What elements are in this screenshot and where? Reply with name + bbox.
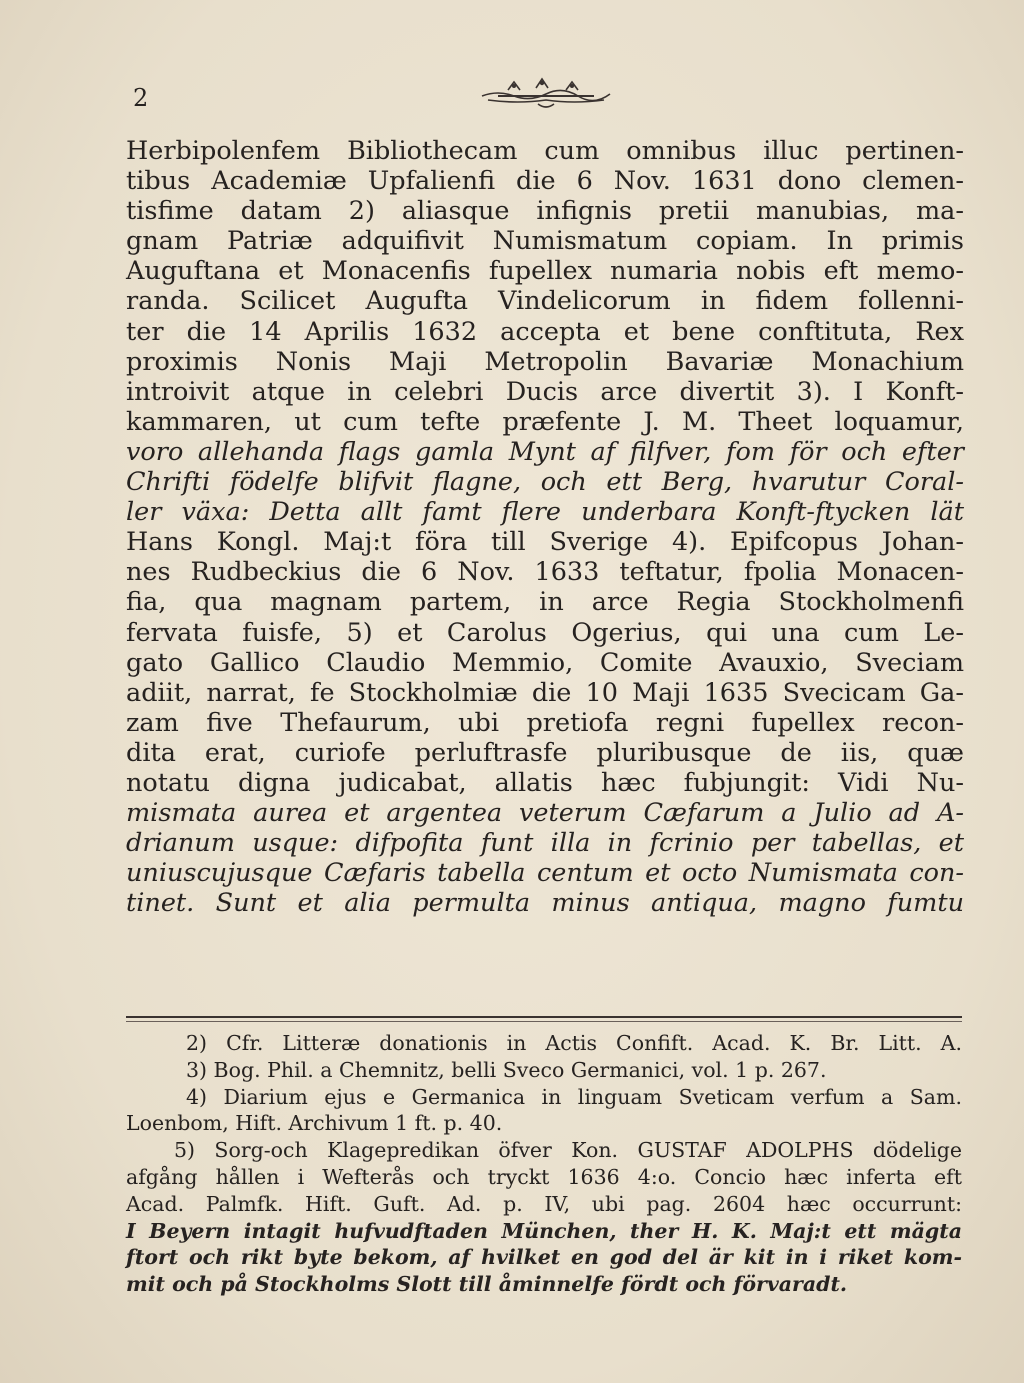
- footnote-line: 2) Cfr. Litteræ donationis in Actis Confift. Acad. K. Br. Litt. A.: [186, 1031, 962, 1055]
- text-line: randa. Scilicet Augufta Vindelicorum in fidem follenni-: [126, 286, 964, 317]
- text-line: fia, qua magnam partem, in arce Regia Stockholmenfi: [126, 587, 964, 618]
- footnote-line: 5) Sorg-och Klagepredikan öfver Kon. GUSTAF ADOLPHS dödelige: [174, 1138, 962, 1163]
- footnote-line: I Beyern intagit hufvudftaden München, ther H. K. Maj:t ett mägta: [126, 1218, 962, 1243]
- footnote-line: afgång hållen i Wefterås och tryckt 1636 4:o. Concio hæc inferta eft: [126, 1164, 962, 1189]
- text-line: Chrifti födelfe blifvit flagne, och ett Berg, hvarutur Coral-: [126, 467, 964, 498]
- text-line: mismata aurea et argentea veterum Cæfarum a Julio ad A-: [126, 798, 964, 829]
- text-line: gnam Patriæ adquifivit Numismatum copiam. In primis: [126, 226, 964, 257]
- footnotes: [126, 1030, 962, 1298]
- text-line: fervata fuisfe, 5) et Carolus Ogerius, qui una cum Le-: [126, 617, 964, 648]
- text-line: drianum usque: difpofita funt illa in fcrinio per tabellas, et: [126, 828, 964, 859]
- text-line: proximis Nonis Maji Metropolin Bavariæ Monachium: [126, 346, 964, 377]
- text-line: Auguftana et Monacenfis fupellex numaria nobis eft memo-: [126, 256, 964, 287]
- footnote-divider: [126, 1016, 962, 1018]
- footnote-line: Loenbom, Hift. Archivum 1 ft. p. 40.: [126, 1111, 503, 1136]
- text-line: tinet. Sunt et alia permulta minus antiqua, magno fumtu: [126, 888, 964, 919]
- footnote-line: 3) Bog. Phil. a Chemnitz, belli Sveco Germanici, vol. 1 p. 267.: [186, 1057, 827, 1082]
- page-number: 2: [133, 84, 149, 112]
- text-line: tisfime datam 2) aliasque infignis pretii manubias, ma-: [126, 196, 964, 227]
- text-line: Hans Kongl. Maj:t föra till Sverige 4). Epifcopus Johan-: [126, 527, 964, 558]
- footnote-divider-thin: [126, 1021, 962, 1022]
- text-line: kammaren, ut cum tefte præfente J. M. Theet loquamur,: [126, 406, 964, 437]
- text-line: zam five Thefaurum, ubi pretiofa regni fupellex recon-: [126, 707, 964, 738]
- footnote-line: Acad. Palmfk. Hift. Guft. Ad. p. IV, ubi pag. 2604 hæc occurrunt:: [126, 1191, 962, 1216]
- headpiece-ornament-icon: [478, 76, 614, 110]
- text-line: introivit atque in celebri Ducis arce divertit 3). I Konft-: [126, 376, 964, 407]
- main-text: [126, 136, 964, 918]
- text-line: ter die 14 Aprilis 1632 accepta et bene conftituta, Rex: [126, 316, 964, 347]
- text-line: nes Rudbeckius die 6 Nov. 1633 teftatur, fpolia Monacen-: [126, 557, 964, 588]
- text-line: voro allehanda flags gamla Mynt af filfver, fom för och efter: [126, 436, 964, 467]
- text-line: gato Gallico Claudio Memmio, Comite Avauxio, Sveciam: [126, 647, 964, 678]
- footnote-line: mit och på Stockholms Slott till åminnelfe fördt och förvaradt.: [126, 1272, 848, 1297]
- text-line: adiit, narrat, fe Stockholmiæ die 10 Maji 1635 Svecicam Ga-: [126, 677, 964, 708]
- text-line: ler växa: Detta allt famt flere underbara Konft-ftycken lät: [126, 497, 964, 528]
- text-line: tibus Academiæ Upfalienfi die 6 Nov. 1631 dono clemen-: [126, 166, 964, 197]
- text-line: notatu digna judicabat, allatis hæc fubjungit: Vidi Nu-: [126, 767, 964, 798]
- text-line: uniuscujusque Cæfaris tabella centum et octo Numismata con-: [126, 858, 964, 889]
- text-line: Herbipolenfem Bibliothecam cum omnibus illuc pertinen-: [126, 136, 964, 166]
- text-line: dita erat, curiofe perluftrasfe pluribusque de iis, quæ: [126, 737, 964, 768]
- footnote-line: ftort och rikt byte bekom, af hvilket en god del är kit in i riket kom-: [126, 1245, 962, 1270]
- footnote-line: 4) Diarium ejus e Germanica in linguam Sveticam verfum a Sam.: [186, 1084, 962, 1109]
